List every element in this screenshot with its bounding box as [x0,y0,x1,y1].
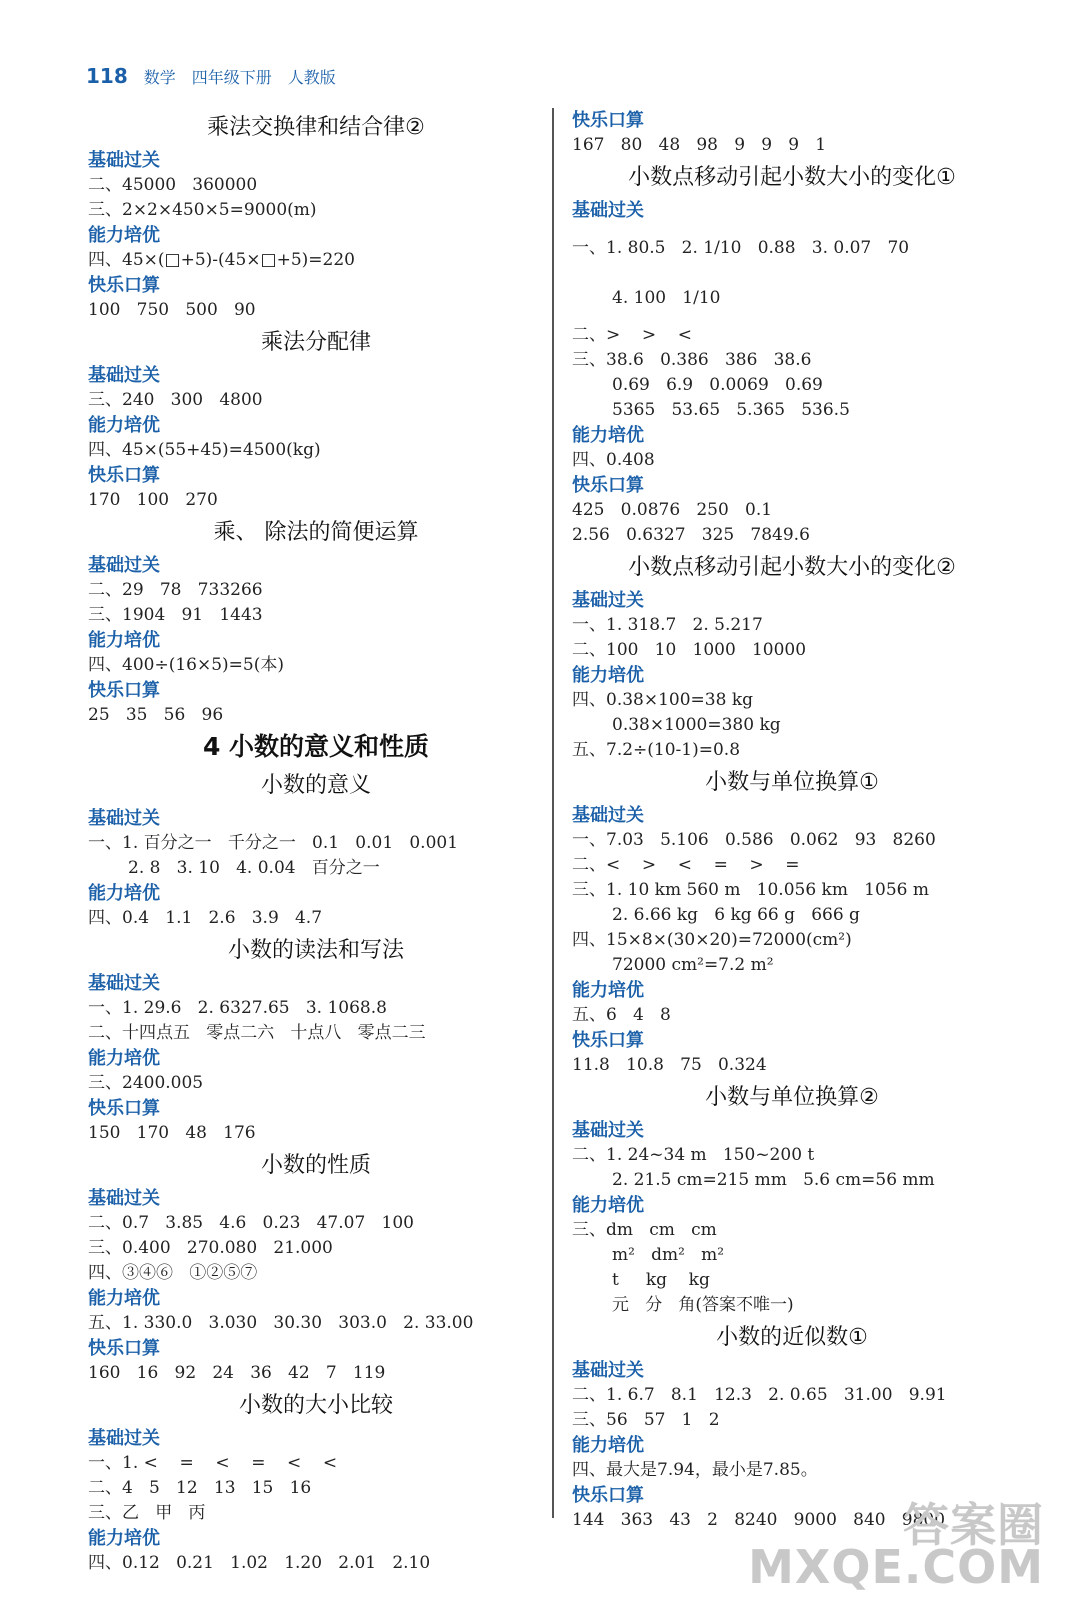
category-label: 快乐口算 [88,465,160,486]
answer-line: 0.38×1000=380 kg [612,715,781,735]
category-label: 基础过关 [88,365,160,386]
answer-line: 11.8 10.8 75 0.324 [572,1055,767,1075]
answer-line: 2. 6.66 kg 6 kg 66 g 666 g [612,905,860,925]
answer-line: 三、2×2×450×5=9000(m) [88,200,317,220]
answer-line: 425 0.0876 250 0.1 [572,500,773,520]
category-label: 基础过关 [88,808,160,829]
answer-line: 二、十四点五 零点二六 十点八 零点二三 [88,1023,426,1043]
category-label: 基础过关 [88,150,160,171]
section-title: 小数的读法和写法 [227,938,404,963]
answer-line: 二、29 78 733266 [88,580,263,600]
category-label: 能力培优 [88,1528,160,1549]
answer-line: 2. 21.5 cm=215 mm 5.6 cm=56 mm [612,1170,935,1190]
answer-line: 2. 8 3. 10 4. 0.04 百分之一 [128,858,380,878]
answer-line: 二、1. 6.7 8.1 12.3 2. 0.65 31.00 9.91 [572,1385,947,1405]
section-title: 小数与单位换算① [705,770,879,795]
answer-line: 三、1. 10 km 560 m 10.056 km 1056 m [572,880,929,900]
answer-line: 三、38.6 0.386 386 38.6 [572,350,812,370]
answer-line: 160 16 92 24 36 42 7 119 [88,1363,386,1383]
category-label: 快乐口算 [572,110,644,131]
answer-line: 144 363 43 2 8240 9000 840 9800 [572,1510,946,1530]
answer-line: 四、③④⑥ ①②⑤⑦ [88,1263,258,1283]
section-title: 乘法交换律和结合律② [207,115,425,140]
page-header [86,64,336,94]
answer-line: 150 170 48 176 [88,1123,256,1143]
category-label: 基础过关 [572,200,644,221]
answer-line: 二、100 10 1000 10000 [572,640,807,660]
category-label: 能力培优 [88,415,160,436]
answer-line: 一、1. 百分之一 千分之一 0.1 0.01 0.001 [88,833,459,853]
answer-line: 四、45×(□+5)-(45×□+5)=220 [88,250,355,270]
answer-line: 三、2400.005 [88,1073,204,1093]
answer-line: 二、< > < = > = [572,855,800,875]
answer-line: 四、45×(55+45)=4500(kg) [88,440,321,460]
answer-line: 二、1. 24~34 m 150~200 t [572,1145,815,1165]
answer-line: 2.56 0.6327 325 7849.6 [572,525,810,545]
watermark-logo-text: 答案圈 [903,1498,1044,1552]
answer-line: 5365 53.65 5.365 536.5 [612,400,850,420]
category-label: 基础过关 [572,590,644,611]
answer-line: 四、0.408 [572,450,655,470]
subject-label: 数学 [143,68,176,87]
category-label: 快乐口算 [88,1098,160,1119]
answer-line: 四、最大是7.94，最小是7.85。 [572,1460,818,1480]
category-label: 快乐口算 [88,1338,160,1359]
answer-line: 二、> > < [572,325,692,345]
answer-line: 一、1. < = < = < < [88,1453,338,1473]
section-title: 小数的意义 [260,773,371,798]
category-label: 能力培优 [88,225,160,246]
answer-line: 四、15×8×(30×20)=72000(cm²) [572,930,852,950]
category-label: 快乐口算 [88,680,160,701]
watermark-url: MXQE.COM [748,1540,1044,1594]
answer-line: 一、1. 29.6 2. 6327.65 3. 1068.8 [88,998,387,1018]
answer-line: 72000 cm²=7.2 m² [612,955,774,975]
answer-line: 一、7.03 5.106 0.586 0.062 93 8260 [572,830,936,850]
answer-line: 4. 100 1/10 [612,288,721,308]
answer-line: 五、1. 330.0 3.030 30.30 303.0 2. 33.00 [88,1313,474,1333]
category-label: 基础过关 [88,973,160,994]
answer-line: 25 35 56 96 [88,705,224,725]
answer-line: 一、1. 318.7 2. 5.217 [572,615,763,635]
answer-line: 元 分 角(答案不唯一) [612,1295,794,1315]
category-label: 能力培优 [88,1048,160,1069]
answer-line: 三、dm cm cm [572,1220,717,1240]
answer-line: 100 750 500 90 [88,300,256,320]
answer-line: 一、1. 80.5 2. 1/10 0.88 3. 0.07 70 [572,238,910,258]
answer-line: 三、240 300 4800 [88,390,263,410]
category-label: 能力培优 [88,1288,160,1309]
category-label: 快乐口算 [572,1030,644,1051]
answer-line: 五、6 4 8 [572,1005,671,1025]
category-label: 能力培优 [572,980,644,1001]
category-label: 基础过关 [88,1188,160,1209]
right-column [572,108,1012,1533]
answer-line: 四、0.12 0.21 1.02 1.20 2.01 2.10 [88,1553,431,1573]
edition-label: 人教版 [287,68,336,87]
watermark [748,1498,1044,1594]
category-label: 能力培优 [88,630,160,651]
category-label: 基础过关 [572,1360,644,1381]
answer-line: 三、1904 91 1443 [88,605,263,625]
answer-line: 170 100 270 [88,490,218,510]
section-title: 小数的性质 [260,1153,371,1178]
category-label: 基础过关 [572,805,644,826]
section-title: 小数点移动引起小数大小的变化① [628,165,956,190]
category-label: 基础过关 [88,555,160,576]
answer-line: 0.69 6.9 0.0069 0.69 [612,375,823,395]
section-title: 小数点移动引起小数大小的变化② [628,555,956,580]
answer-line: 四、0.38×100=38 kg [572,690,754,710]
answer-line: 三、56 57 1 2 [572,1410,720,1430]
answer-line: 四、400÷(16×5)=5(本) [88,655,284,675]
column-divider [552,108,554,1518]
answer-line: 二、0.7 3.85 4.6 0.23 47.07 100 [88,1213,414,1233]
section-title: 乘法分配律 [260,330,371,355]
answer-line: 四、0.4 1.1 2.6 3.9 4.7 [88,908,323,928]
answer-line: m² dm² m² [612,1245,725,1265]
category-label: 能力培优 [572,425,644,446]
answer-line: 三、乙 甲 丙 [88,1503,206,1523]
category-label: 能力培优 [572,1435,644,1456]
section-title: 小数与单位换算② [705,1085,879,1110]
answer-line: 五、7.2÷(10-1)=0.8 [572,740,741,760]
page-number: 118 [86,64,128,88]
chapter-title: 4 小数的意义和性质 [202,732,430,761]
left-column [88,108,544,1576]
section-title: 小数的大小比较 [238,1393,393,1418]
answer-line: 167 80 48 98 9 9 9 1 [572,135,827,155]
section-title: 小数的近似数① [716,1325,868,1350]
answer-line: 三、0.400 270.080 21.000 [88,1238,333,1258]
category-label: 快乐口算 [88,275,160,296]
category-label: 快乐口算 [572,475,644,496]
category-label: 基础过关 [88,1428,160,1449]
category-label: 能力培优 [88,883,160,904]
category-label: 能力培优 [572,1195,644,1216]
category-label: 快乐口算 [572,1485,644,1506]
answer-line: 二、4 5 12 13 15 16 [88,1478,312,1498]
grade-label: 四年级下册 [191,68,272,87]
section-title: 乘、 除法的简便运算 [213,520,419,545]
answer-line: 二、45000 360000 [88,175,258,195]
answer-line: t kg kg [612,1270,710,1290]
category-label: 能力培优 [572,665,644,686]
category-label: 基础过关 [572,1120,644,1141]
